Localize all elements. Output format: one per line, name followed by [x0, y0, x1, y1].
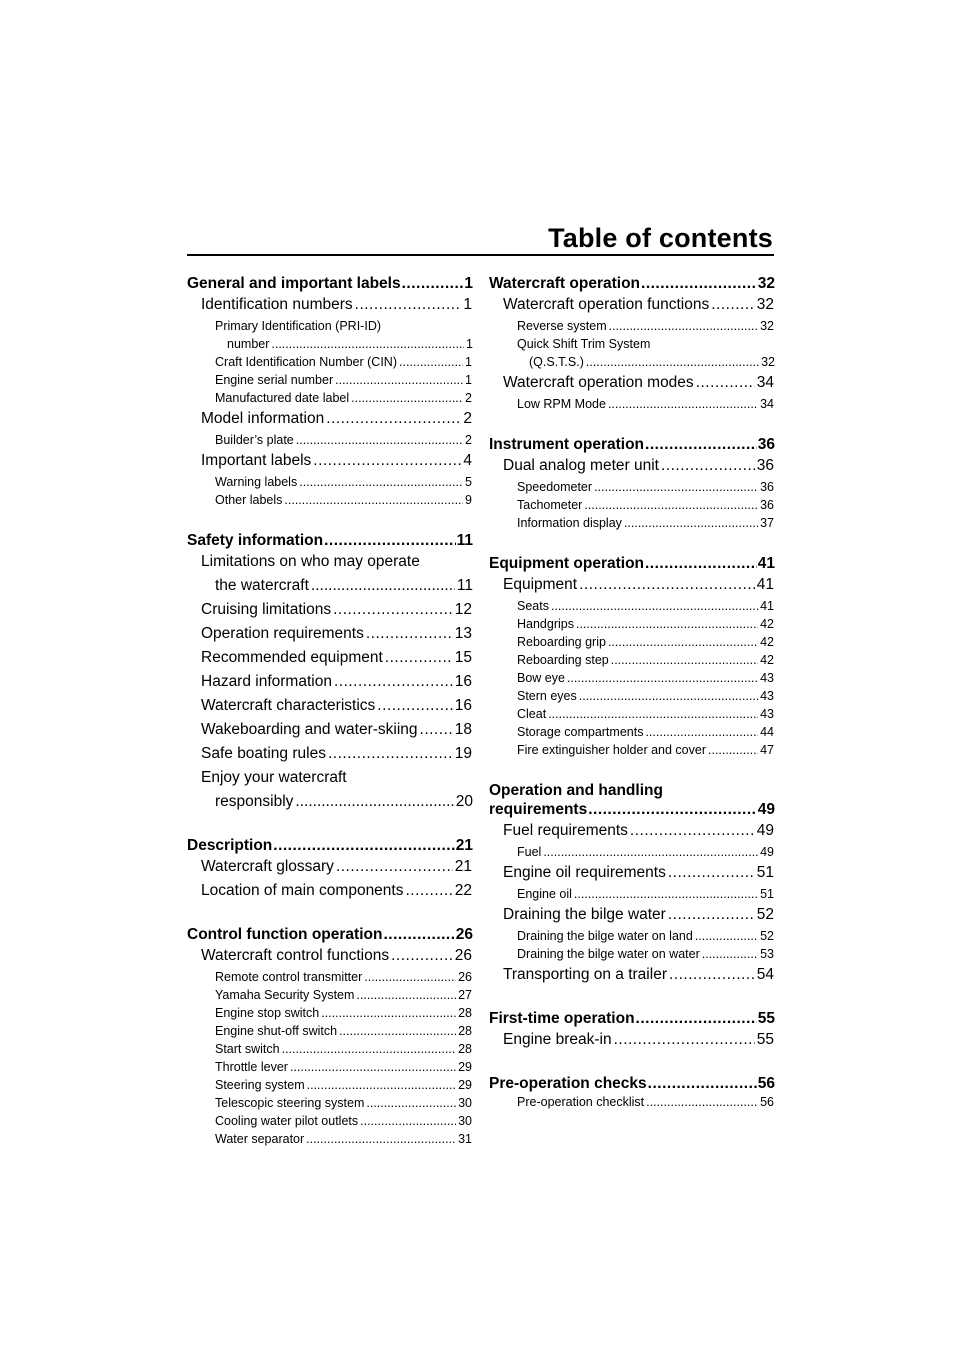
toc-entry-label: Low RPM Mode — [517, 397, 606, 411]
toc-entry-label: Equipment — [503, 576, 578, 593]
toc-subentry-pri-id[interactable] — [187, 335, 473, 353]
toc-section-label: Instrument operation — [489, 436, 645, 453]
dot-leader — [624, 514, 758, 532]
toc-page-number: 41 — [760, 599, 774, 613]
toc-section-first-time[interactable] — [489, 1009, 775, 1028]
toc-section-description[interactable] — [187, 836, 473, 855]
toc-entry-label: number — [227, 337, 270, 351]
toc-entry-bilge[interactable] — [489, 903, 775, 927]
dot-leader — [630, 819, 755, 843]
toc-page-number: 42 — [760, 653, 774, 667]
dot-leader — [579, 573, 755, 597]
toc-page-number: 1 — [465, 373, 472, 387]
toc-page-number: 56 — [760, 1095, 774, 1109]
toc-subentry-fuel[interactable] — [489, 843, 775, 861]
dot-leader — [299, 473, 463, 491]
toc-page-number: 54 — [756, 966, 774, 983]
toc-entry-label: Tachometer — [517, 498, 583, 512]
toc-entry-label: Bow eye — [517, 671, 565, 685]
toc-entry-label: Reverse system — [517, 319, 607, 333]
toc-subentry-checklist[interactable] — [489, 1093, 775, 1111]
toc-entry-label: Identification numbers — [201, 296, 353, 313]
toc-subentry-tachometer[interactable] — [489, 496, 775, 514]
dot-leader — [321, 1004, 456, 1022]
toc-entry-label: Warning labels — [215, 475, 298, 489]
toc-page-number: 37 — [760, 516, 774, 530]
toc-entry-hazard[interactable] — [187, 670, 473, 694]
toc-subentry-warning-labels[interactable] — [187, 473, 473, 491]
toc-entry-label: Builder’s plate — [215, 433, 294, 447]
toc-entry-label: Seats — [517, 599, 549, 613]
dot-leader — [576, 615, 758, 633]
dot-leader — [284, 491, 463, 509]
toc-page-number: 1 — [464, 275, 473, 292]
dot-leader — [695, 927, 758, 945]
toc-page-number: 32 — [757, 275, 775, 292]
toc-page-number: 43 — [760, 689, 774, 703]
toc-page-number: 21 — [454, 858, 472, 875]
toc-entry-label: Start switch — [215, 1042, 280, 1056]
toc-subentry-shutoff[interactable] — [187, 1022, 473, 1040]
dot-leader — [399, 353, 463, 371]
toc-section-label: requirements — [489, 801, 588, 818]
toc-page-number: 52 — [760, 929, 774, 943]
toc-page-number: 2 — [465, 391, 472, 405]
toc-page-number: 2 — [465, 433, 472, 447]
dot-leader — [645, 554, 757, 573]
toc-page-number: 36 — [756, 457, 774, 474]
toc-entry-label: Recommended equipment — [201, 649, 383, 666]
dot-leader — [646, 1093, 758, 1111]
toc-entry-model-info[interactable] — [187, 407, 473, 431]
dot-leader — [588, 800, 757, 819]
toc-page-number: 4 — [463, 452, 472, 469]
dot-leader — [366, 1094, 456, 1112]
toc-subentry-cleat[interactable] — [489, 705, 775, 723]
toc-page-number: 32 — [760, 319, 774, 333]
toc-entry-label: Draining the bilge water on water — [517, 947, 700, 961]
toc-entry-label: Stern eyes — [517, 689, 577, 703]
toc-page-number: 12 — [454, 601, 472, 618]
dot-leader — [364, 968, 456, 986]
toc-entry-label: Watercraft control functions — [201, 947, 390, 964]
dot-leader — [548, 705, 758, 723]
dot-leader — [355, 293, 462, 317]
toc-entry-label: Draining the bilge water on land — [517, 929, 693, 943]
toc-page-number: 26 — [454, 947, 472, 964]
dot-leader — [271, 335, 464, 353]
toc-section-general[interactable] — [187, 274, 473, 293]
toc-entry-label: Craft Identification Number (CIN) — [215, 355, 398, 369]
toc-entry-characteristics[interactable] — [187, 694, 473, 718]
toc-entry-label: Watercraft operation modes — [503, 374, 694, 391]
toc-entry-label: Engine stop switch — [215, 1006, 320, 1020]
dot-leader — [551, 597, 758, 615]
toc-entry-label: Watercraft characteristics — [201, 697, 376, 714]
toc-left-column — [187, 274, 473, 1148]
toc-page-number: 49 — [760, 845, 774, 859]
dot-leader — [614, 1028, 755, 1052]
toc-page-number: 28 — [458, 1042, 472, 1056]
toc-page-number: 11 — [456, 532, 473, 549]
toc-entry-label: Watercraft operation functions — [503, 296, 710, 313]
toc-page-number: 1 — [463, 296, 472, 313]
toc-page-number: 19 — [454, 745, 472, 762]
dot-leader — [584, 496, 758, 514]
toc-entry-label: Information display — [517, 516, 622, 530]
toc-entry-label: Reboarding step — [517, 653, 609, 667]
toc-entry-equipment[interactable] — [489, 573, 775, 597]
toc-page-number: 1 — [466, 337, 473, 351]
toc-section-label: Control function operation — [187, 926, 383, 943]
toc-subentry-storage[interactable] — [489, 723, 775, 741]
toc-page-number: 49 — [756, 822, 774, 839]
toc-subentry-start[interactable] — [187, 1040, 473, 1058]
toc-page-number: 34 — [756, 374, 774, 391]
toc-page-number: 41 — [756, 576, 774, 593]
toc-page-number: 29 — [458, 1078, 472, 1092]
dot-leader — [324, 531, 456, 550]
toc-entry-label: Reboarding grip — [517, 635, 606, 649]
toc-section-handling[interactable] — [489, 800, 775, 819]
toc-entry-cruising[interactable] — [187, 598, 473, 622]
dot-leader — [290, 1058, 456, 1076]
toc-entry-oil-requirements[interactable] — [489, 861, 775, 885]
toc-page-number: 11 — [456, 577, 473, 594]
toc-subentry-reboarding-step[interactable] — [489, 651, 775, 669]
toc-entry-label: Engine serial number — [215, 373, 334, 387]
toc-section-label: Description — [187, 837, 273, 854]
toc-entry-label: Draining the bilge water — [503, 906, 666, 923]
toc-subentry-reboarding-grip[interactable] — [489, 633, 775, 651]
dot-leader — [385, 646, 453, 670]
toc-entry-label: Manufactured date label — [215, 391, 350, 405]
toc-entry-label: Model information — [201, 410, 325, 427]
toc-subentry-cin[interactable] — [187, 353, 473, 371]
dot-leader — [702, 945, 758, 963]
dot-leader — [708, 741, 758, 759]
toc-page-number: 29 — [458, 1060, 472, 1074]
dot-leader — [543, 843, 758, 861]
toc-page-number: 32 — [756, 296, 774, 313]
dot-leader — [356, 986, 456, 1004]
toc-page-number: 49 — [757, 801, 775, 818]
toc-entry-label: Handgrips — [517, 617, 574, 631]
dot-leader — [282, 1040, 456, 1058]
toc-entry-label: Operation requirements — [201, 625, 364, 642]
toc-entry-safe-rules[interactable] — [187, 742, 473, 766]
toc-entry-recommended[interactable] — [187, 646, 473, 670]
toc-entry-label: Water separator — [215, 1132, 305, 1146]
dot-leader — [383, 925, 454, 944]
dot-leader — [377, 694, 452, 718]
dot-leader — [306, 1130, 456, 1148]
toc-entry-location[interactable] — [187, 879, 473, 903]
toc-page-number: 18 — [454, 721, 472, 738]
toc-page-number: 55 — [757, 1010, 775, 1027]
toc-subentry-bow-eye[interactable] — [489, 669, 775, 687]
toc-subentry-steering[interactable] — [187, 1076, 473, 1094]
toc-entry-label: Safe boating rules — [201, 745, 326, 762]
toc-entry-trailer[interactable] — [489, 963, 775, 987]
toc-page-number: 15 — [454, 649, 472, 666]
toc-entry-label: Throttle lever — [215, 1060, 288, 1074]
toc-entry-label: Remote control transmitter — [215, 970, 363, 984]
toc-page-number: 52 — [756, 906, 774, 923]
toc-subentry-pri-id-line1[interactable]: Primary Identification (PRI-ID) — [215, 319, 382, 333]
toc-entry-label: Cruising limitations — [201, 601, 332, 618]
dot-leader — [645, 723, 758, 741]
toc-entry-label: Engine break-in — [503, 1031, 612, 1048]
toc-entry-operation-functions[interactable] — [489, 293, 775, 317]
toc-page-number: 36 — [760, 498, 774, 512]
dot-leader — [333, 598, 453, 622]
dot-leader — [273, 836, 454, 855]
toc-entry-limitations-line1[interactable]: Limitations on who may operate — [201, 553, 420, 570]
toc-subentry-stop-switch[interactable] — [187, 1004, 473, 1022]
toc-subentry-fire-extinguisher[interactable] — [489, 741, 775, 759]
toc-subentry-stern-eyes[interactable] — [489, 687, 775, 705]
toc-entry-label: Fuel — [517, 845, 542, 859]
dot-leader — [334, 670, 453, 694]
toc-section-label: Equipment operation — [489, 555, 644, 572]
toc-section-watercraft-operation[interactable] — [489, 274, 775, 293]
dot-leader — [339, 1022, 456, 1040]
toc-subentry-reverse[interactable] — [489, 317, 775, 335]
toc-page-number: 34 — [760, 397, 774, 411]
toc-page-number: 30 — [458, 1114, 472, 1128]
toc-entry-label: Engine shut-off switch — [215, 1024, 338, 1038]
dot-leader — [608, 395, 758, 413]
toc-entry-operation-modes[interactable] — [489, 371, 775, 395]
toc-entry-label: (Q.S.T.S.) — [529, 355, 584, 369]
toc-entry-label: responsibly — [215, 793, 294, 810]
toc-subentry-remote[interactable] — [187, 968, 473, 986]
dot-leader — [648, 1074, 757, 1093]
dot-leader — [711, 293, 755, 317]
toc-subentry-builders-plate[interactable] — [187, 431, 473, 449]
toc-page-number: 28 — [458, 1006, 472, 1020]
dot-leader — [611, 651, 758, 669]
toc-page-number: 51 — [760, 887, 774, 901]
dot-leader — [696, 371, 755, 395]
dot-leader — [311, 574, 455, 598]
dot-leader — [366, 622, 453, 646]
toc-section-equipment[interactable] — [489, 554, 775, 573]
toc-entry-label: Location of main components — [201, 882, 404, 899]
toc-page-number: 47 — [760, 743, 774, 757]
dot-leader — [594, 478, 758, 496]
toc-entry-label: Cooling water pilot outlets — [215, 1114, 359, 1128]
toc-subentry-bilge-water[interactable] — [489, 945, 775, 963]
toc-page-number: 32 — [761, 355, 775, 369]
toc-entry-label: Hazard information — [201, 673, 332, 690]
toc-subentry-seats[interactable] — [489, 597, 775, 615]
toc-page-number: 36 — [757, 436, 775, 453]
dot-leader — [335, 371, 463, 389]
toc-page-number: 42 — [760, 617, 774, 631]
dot-leader — [420, 718, 453, 742]
toc-entry-dual-meter[interactable] — [489, 454, 775, 478]
dot-leader — [402, 274, 464, 293]
toc-subentry-engine-oil[interactable] — [489, 885, 775, 903]
toc-section-label: Watercraft operation — [489, 275, 641, 292]
dot-leader — [661, 454, 755, 478]
toc-entry-operation-requirements[interactable] — [187, 622, 473, 646]
toc-subentry-security[interactable] — [187, 986, 473, 1004]
toc-entry-important-labels[interactable] — [187, 449, 473, 473]
toc-page-number: 9 — [465, 493, 472, 507]
dot-leader — [405, 879, 452, 903]
toc-page-number: 22 — [454, 882, 472, 899]
toc-subentry-throttle[interactable] — [187, 1058, 473, 1076]
toc-subentry-engine-serial[interactable] — [187, 371, 473, 389]
toc-entry-label: Engine oil requirements — [503, 864, 666, 881]
toc-section-label: Operation and handling — [489, 782, 663, 799]
toc-subentry-qsts-line1[interactable]: Quick Shift Trim System — [517, 337, 651, 351]
toc-subentry-bilge-land[interactable] — [489, 927, 775, 945]
dot-leader — [326, 407, 461, 431]
toc-entry-control-functions[interactable] — [187, 944, 473, 968]
toc-entry-identification[interactable] — [187, 293, 473, 317]
toc-entry-break-in[interactable] — [489, 1028, 775, 1052]
toc-entry-fuel-requirements[interactable] — [489, 819, 775, 843]
toc-page-number: 51 — [756, 864, 774, 881]
toc-entry-wakeboarding[interactable] — [187, 718, 473, 742]
toc-entry-label: Yamaha Security System — [215, 988, 355, 1002]
toc-page-number: 42 — [760, 635, 774, 649]
toc-subentry-qsts[interactable] — [489, 353, 775, 371]
toc-page-number: 53 — [760, 947, 774, 961]
dot-leader — [336, 855, 453, 879]
toc-page-number: 26 — [455, 926, 473, 943]
toc-entry-label: Pre-operation checklist — [517, 1095, 645, 1109]
toc-subentry-low-rpm[interactable] — [489, 395, 775, 413]
toc-entry-label: Telescopic steering system — [215, 1096, 365, 1110]
toc-page-number: 16 — [454, 673, 472, 690]
toc-section-label: First-time operation — [489, 1010, 635, 1027]
toc-subentry-info-display[interactable] — [489, 514, 775, 532]
dot-leader — [295, 790, 453, 814]
toc-entry-label: Storage compartments — [517, 725, 644, 739]
toc-entry-label: Wakeboarding and water-skiing — [201, 721, 418, 738]
toc-subentry-manufactured[interactable] — [187, 389, 473, 407]
dot-leader — [645, 435, 757, 454]
dot-leader — [313, 449, 461, 473]
dot-leader — [608, 633, 758, 651]
toc-page-number: 27 — [458, 988, 472, 1002]
dot-leader — [641, 274, 757, 293]
toc-entry-label: Cleat — [517, 707, 547, 721]
toc-entry-label: the watercraft — [215, 577, 309, 594]
toc-entry-label: Engine oil — [517, 887, 572, 901]
toc-entry-glossary[interactable] — [187, 855, 473, 879]
toc-entry-label: Watercraft glossary — [201, 858, 334, 875]
dot-leader — [579, 687, 758, 705]
toc-subentry-separator[interactable] — [187, 1130, 473, 1148]
toc-entry-limitations[interactable] — [187, 574, 473, 598]
toc-subentry-speedometer[interactable] — [489, 478, 775, 496]
dot-leader — [328, 742, 453, 766]
toc-section-label: General and important labels — [187, 275, 401, 292]
toc-page-number: 26 — [458, 970, 472, 984]
dot-leader — [668, 861, 755, 885]
dot-leader — [574, 885, 758, 903]
toc-section-handling-line1[interactable] — [489, 781, 775, 800]
dot-leader — [668, 903, 755, 927]
toc-entry-enjoy[interactable] — [187, 790, 473, 814]
toc-page-number: 28 — [458, 1024, 472, 1038]
toc-page-number: 21 — [455, 837, 473, 854]
dot-leader — [586, 353, 759, 371]
toc-entry-label: Other labels — [215, 493, 283, 507]
toc-page-number: 56 — [757, 1075, 775, 1092]
dot-leader — [669, 963, 755, 987]
toc-page-number: 43 — [760, 671, 774, 685]
toc-page-number: 41 — [757, 555, 775, 572]
toc-page-number: 43 — [760, 707, 774, 721]
page-title: Table of contents — [548, 223, 773, 253]
dot-leader — [609, 317, 758, 335]
toc-page-number: 5 — [465, 475, 472, 489]
dot-leader — [360, 1112, 456, 1130]
toc-entry-label: Transporting on a trailer — [503, 966, 667, 983]
toc-entry-enjoy-line1[interactable]: Enjoy your watercraft — [201, 769, 347, 786]
toc-page-number: 55 — [756, 1031, 774, 1048]
toc-subentry-cooling[interactable] — [187, 1112, 473, 1130]
toc-entry-label: Fuel requirements — [503, 822, 628, 839]
toc-right-column — [489, 274, 775, 1111]
dot-leader — [296, 431, 463, 449]
toc-subentry-other-labels[interactable] — [187, 491, 473, 509]
toc-entry-label: Dual analog meter unit — [503, 457, 659, 474]
dot-leader — [351, 389, 463, 407]
dot-leader — [567, 669, 758, 687]
dot-leader — [636, 1009, 757, 1028]
toc-page-number: 1 — [465, 355, 472, 369]
toc-page-number: 2 — [463, 410, 472, 427]
toc-subentry-telescopic[interactable] — [187, 1094, 473, 1112]
toc-section-label: Safety information — [187, 532, 324, 549]
toc-section-instrument[interactable] — [489, 435, 775, 454]
toc-section-control[interactable] — [187, 925, 473, 944]
toc-page-number: 36 — [760, 480, 774, 494]
toc-page-number: 30 — [458, 1096, 472, 1110]
toc-subentry-handgrips[interactable] — [489, 615, 775, 633]
toc-section-pre-operation[interactable] — [489, 1074, 775, 1093]
toc-page-number: 16 — [454, 697, 472, 714]
toc-entry-label: Fire extinguisher holder and cover — [517, 743, 706, 757]
toc-page-number: 13 — [454, 625, 472, 642]
title-rule — [187, 254, 774, 256]
toc-section-safety[interactable] — [187, 531, 473, 550]
toc-page-number: 31 — [458, 1132, 472, 1146]
toc-entry-label: Steering system — [215, 1078, 305, 1092]
toc-entry-label: Important labels — [201, 452, 312, 469]
dot-leader — [307, 1076, 456, 1094]
toc-page-number: 20 — [455, 793, 473, 810]
dot-leader — [391, 944, 453, 968]
toc-page-number: 44 — [760, 725, 774, 739]
toc-entry-label: Speedometer — [517, 480, 593, 494]
toc-section-label: Pre-operation checks — [489, 1075, 647, 1092]
